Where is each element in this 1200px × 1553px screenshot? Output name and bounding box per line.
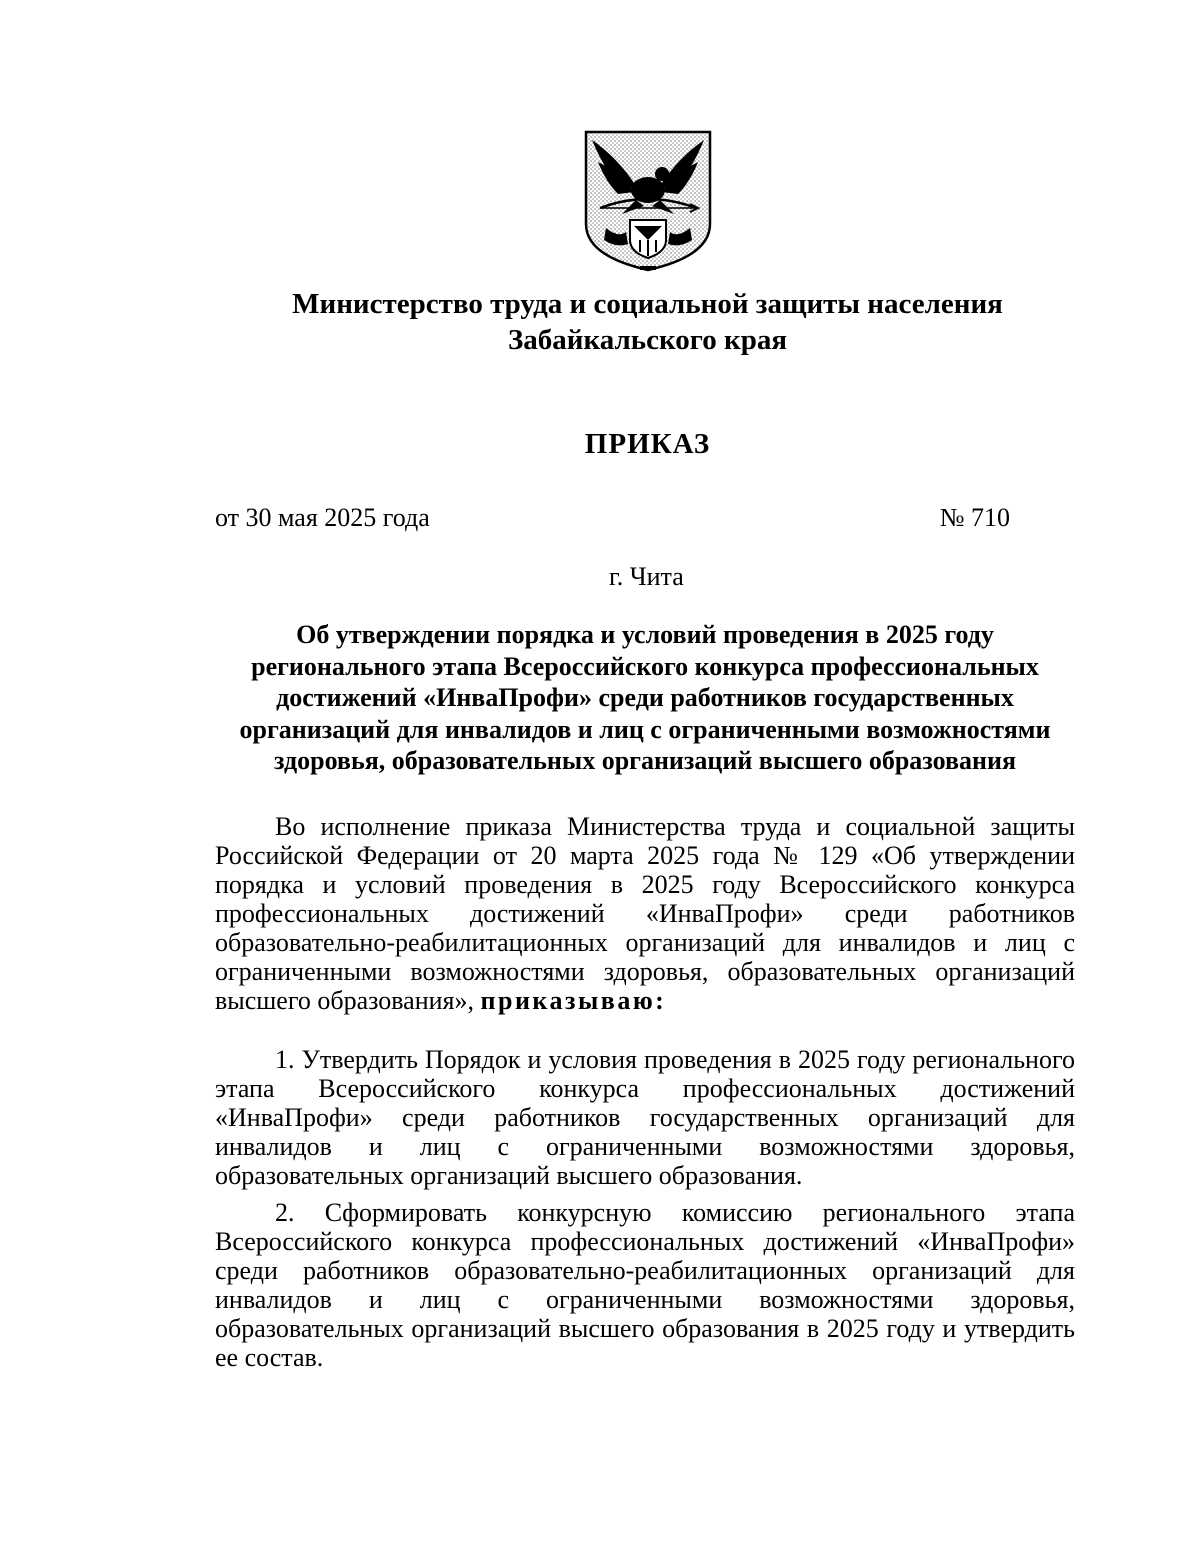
order-item-2: 2. Сформировать конкурсную комиссию регионального этапа Всероссийского конкурса профессиональных достижений «ИнваПрофи» среди работников образовательно-реабилитационных организаций для инвалидов и лиц с ограниченными возможностями здоровья, образовательных организаций высшего образования в 2025 году и утвердить ее состав. [215,1198,1075,1372]
zabaykalsky-coat-of-arms-icon [578,128,718,274]
subject-line: регионального этапа Всероссийского конкурса профессиональных [251,651,1039,681]
subject-line: организаций для инвалидов и лиц с ограниченными возможностями [239,714,1051,744]
order-number: № 710 [939,503,1010,532]
preamble-paragraph [215,812,1075,1015]
document-type-title [0,428,1200,461]
order-date: от 30 мая 2025 года [215,503,430,532]
subject-line: Об утверждении порядка и условий проведения в 2025 году [296,620,994,649]
ministry-name-line: Министерство труда и социальной защиты населения [292,288,1003,320]
subject-line: достижений «ИнваПрофи» среди работников государственных [276,683,1014,712]
subject-line: здоровья, образовательных организаций высшего образования [273,746,1017,775]
ministry-name [0,286,1200,358]
ministry-region-line: Забайкальского края [507,324,788,356]
preamble-text: Во исполнение приказа Министерства труда и социальной защиты Российской Федерации от 20 марта 2025 года № 129 «Об утверждении порядка и условий проведения в 2025 году Всероссийского конкурса профессиональных достижений «ИнваПрофи» среди работников образовательно-реабилитационных организаций для инвалидов и лиц с ограниченными возможностями здоровья, образовательных организаций высшего образования», [215,812,1075,1015]
order-title: ПРИКАЗ [584,428,711,460]
order-city: г. Чита [609,562,684,591]
order-subject [210,619,1080,777]
order-command: приказываю: [480,986,667,1015]
order-item-1: 1. Утвердить Порядок и условия проведения в 2025 году регионального этапа Всероссийского конкурса профессиональных достижений «ИнваПрофи» среди работников государственных организаций для инвалидов и лиц с ограниченными возможностями здоровья, образовательных организаций высшего образования. [215,1045,1075,1190]
